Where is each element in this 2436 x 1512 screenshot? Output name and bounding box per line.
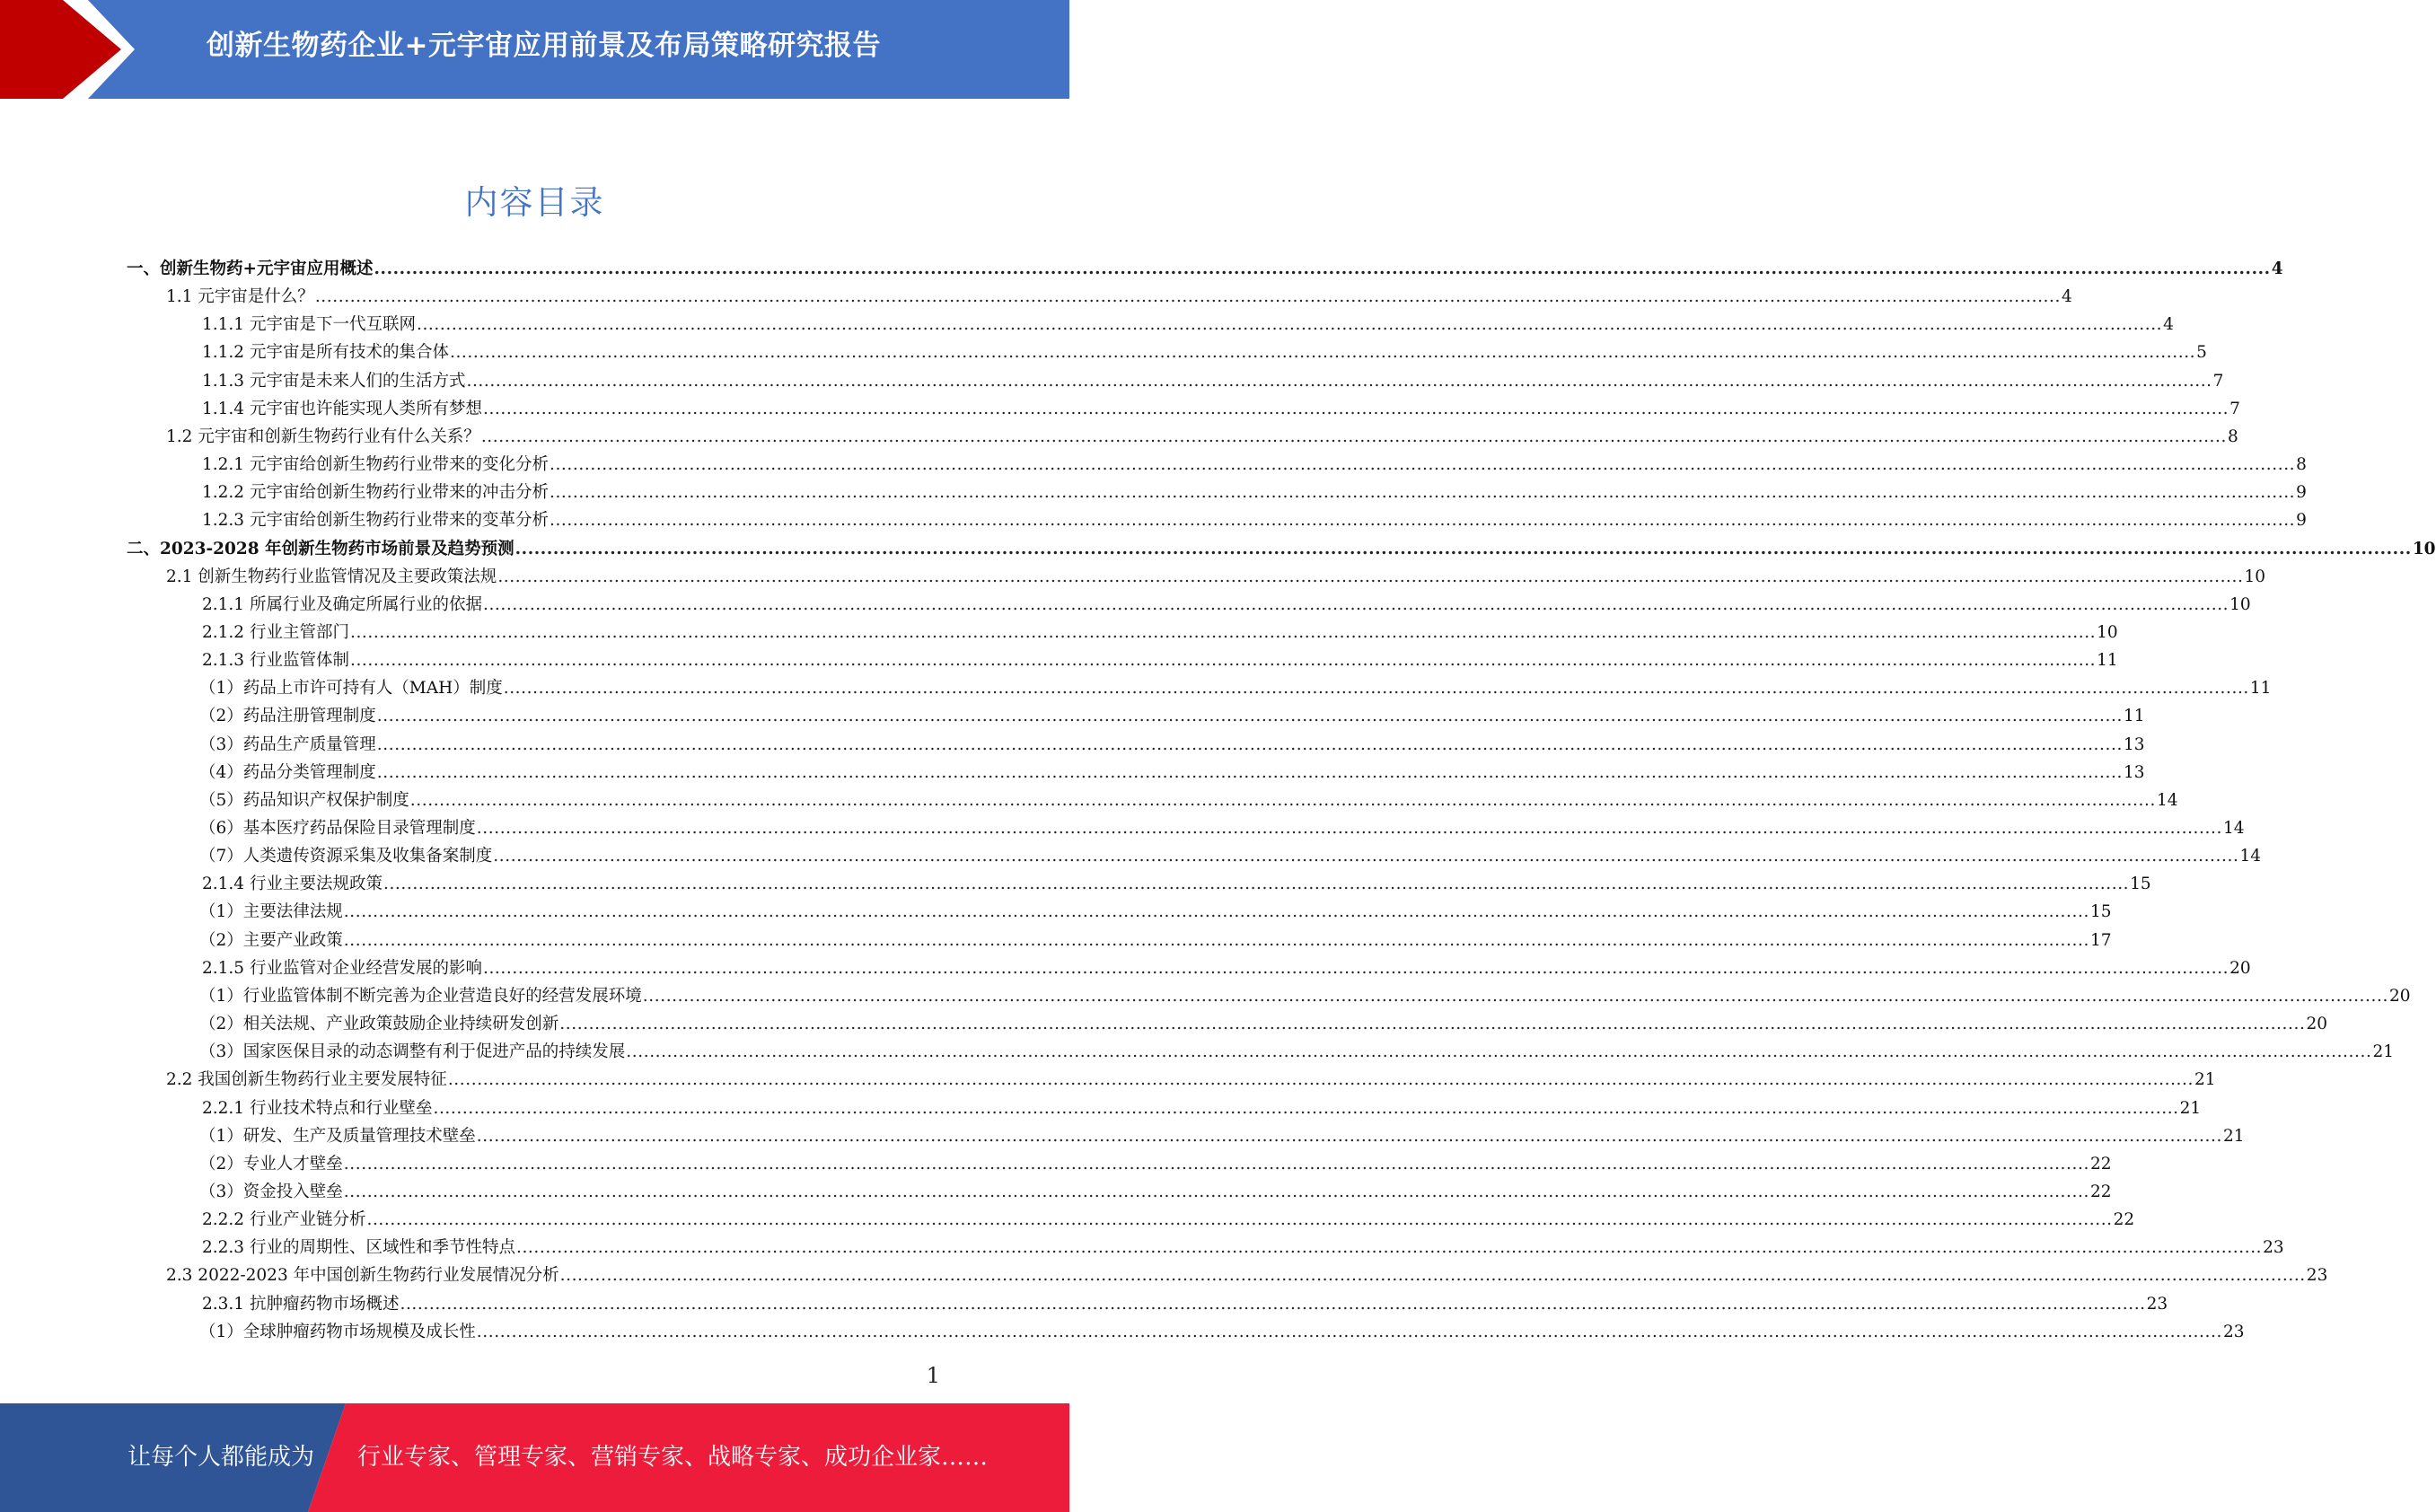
toc-dot-leader: ............................................................................................................................................................................................................................................................................................................: [449, 343, 2196, 363]
toc-entry-page: 21: [2222, 1126, 2245, 1146]
toc-entry-title: 2.1.5 行业监管对企业经营发展的影响: [202, 958, 482, 978]
toc-dot-leader: ............................................................................................................................................................................................................................................................................................................: [343, 902, 2089, 922]
toc-entry-page: 10: [2412, 539, 2436, 558]
toc-entry-page: 9: [2296, 483, 2307, 503]
toc-entry[interactable]: [166, 1261, 2328, 1289]
toc-entry-title: （3）国家医保目录的动态调整有利于促进产品的持续发展: [199, 1042, 626, 1062]
toc-dot-leader: ............................................................................................................................................................................................................................................................................................................: [480, 426, 2227, 446]
toc-entry-page: 21: [2372, 1042, 2395, 1062]
toc-dot-leader: ............................................................................................................................................................................................................................................................................................................: [400, 1294, 2146, 1314]
toc-entry-page: 10: [2244, 567, 2266, 586]
toc-entry-page: 8: [2228, 426, 2238, 446]
toc-entry-page: 13: [2123, 762, 2145, 782]
toc-dot-leader: ............................................................................................................................................................................................................................................................................................................: [493, 847, 2239, 866]
toc-entry-page: 9: [2296, 511, 2307, 531]
toc-entry[interactable]: [202, 954, 2251, 982]
toc-entry[interactable]: [199, 1010, 2328, 1038]
toc-entry-title: 1.1.1 元宇宙是下一代互联网: [202, 315, 416, 335]
toc-dot-leader: ............................................................................................................................................................................................................................................................................................................: [374, 259, 2271, 278]
toc-entry-page: 23: [2146, 1294, 2168, 1314]
toc-entry-page: 23: [2222, 1322, 2245, 1341]
toc-entry[interactable]: [199, 1122, 2245, 1150]
toc-dot-leader: ............................................................................................................................................................................................................................................................................................................: [383, 875, 2130, 894]
toc-dot-leader: ............................................................................................................................................................................................................................................................................................................: [376, 762, 2123, 782]
toc-dot-leader: ............................................................................................................................................................................................................................................................................................................: [559, 1015, 2306, 1034]
toc-entry-page: 8: [2296, 455, 2307, 475]
toc-dot-leader: ............................................................................................................................................................................................................................................................................................................: [476, 819, 2222, 838]
toc-entry-title: 2.2.2 行业产业链分析: [202, 1210, 366, 1230]
toc-entry[interactable]: [202, 451, 2307, 479]
toc-entry[interactable]: [202, 506, 2307, 534]
toc-entry[interactable]: [199, 702, 2145, 730]
toc-entry-page: 15: [2089, 902, 2112, 922]
toc-entry-title: （1）行业监管体制不断完善为企业营造良好的经营发展环境: [199, 986, 642, 1006]
toc-entry-page: 7: [2229, 399, 2240, 418]
toc-entry-title: 2.2.1 行业技术特点和行业壁垒: [202, 1098, 433, 1118]
toc-entry[interactable]: [202, 646, 2118, 674]
toc-entry-title: （5）药品知识产权保护制度: [199, 790, 409, 810]
toc-entry[interactable]: [166, 283, 2072, 311]
toc-entry-title: 1.2.2 元宇宙给创新生物药行业带来的冲击分析: [202, 483, 549, 503]
toc-entry[interactable]: [199, 674, 2272, 702]
toc-entry-title: （7）人类遗传资源采集及收集备案制度: [199, 847, 493, 866]
toc-dot-leader: ............................................................................................................................................................................................................................................................................................................: [433, 1098, 2179, 1118]
report-title: 创新生物药企业+元宇宙应用前景及布局策略研究报告: [207, 30, 881, 62]
toc-entry-page: 4: [2271, 259, 2283, 278]
toc-dot-leader: ............................................................................................................................................................................................................................................................................................................: [549, 483, 2296, 503]
toc-entry-page: 22: [2089, 1182, 2112, 1201]
toc-entry-title: 1.2.3 元宇宙给创新生物药行业带来的变革分析: [202, 511, 549, 531]
toc-entry-title: （3）药品生产质量管理: [199, 734, 376, 754]
toc-entry-title: 2.3 2022-2023 年中国创新生物药行业发展情况分析: [166, 1266, 559, 1286]
toc-entry-title: 2.2.3 行业的周期性、区域性和季节性特点: [202, 1238, 515, 1258]
toc-entry[interactable]: [166, 1066, 2216, 1094]
toc-entry-title: 2.1.1 所属行业及确定所属行业的依据: [202, 594, 482, 614]
toc-entry-title: 一、创新生物药+元宇宙应用概述: [127, 259, 374, 278]
toc-dot-leader: ............................................................................................................................................................................................................................................................................................................: [559, 1266, 2306, 1286]
toc-dot-leader: ............................................................................................................................................................................................................................................................................................................: [515, 1238, 2263, 1258]
toc-dot-leader: ............................................................................................................................................................................................................................................................................................................: [642, 986, 2388, 1006]
toc-entry-page: 10: [2097, 622, 2118, 642]
toc-entry-page: 20: [2306, 1015, 2328, 1034]
toc-entry[interactable]: [199, 982, 2411, 1010]
toc-entry-title: （2）专业人才壁垒: [199, 1154, 343, 1174]
toc-entry[interactable]: [199, 814, 2245, 842]
toc-entry[interactable]: [199, 1318, 2245, 1346]
toc-entry-title: （4）药品分类管理制度: [199, 762, 376, 782]
toc-entry[interactable]: [202, 591, 2251, 619]
toc-entry[interactable]: [166, 563, 2266, 591]
toc-entry[interactable]: [199, 842, 2262, 870]
toc-entry-page: 7: [2212, 371, 2224, 391]
toc-entry-page: 22: [2089, 1154, 2112, 1174]
toc-dot-leader: ............................................................................................................................................................................................................................................................................................................: [514, 539, 2412, 558]
toc-entry[interactable]: [199, 787, 2178, 814]
toc-entry-title: 2.1.3 行业监管体制: [202, 651, 349, 671]
toc-entry-page: 13: [2123, 734, 2145, 754]
toc-dot-leader: ............................................................................................................................................................................................................................................................................................................: [416, 315, 2163, 335]
toc-dot-leader: ............................................................................................................................................................................................................................................................................................................: [376, 734, 2123, 754]
toc-entry-title: （2）相关法规、产业政策鼓励企业持续研发创新: [199, 1015, 559, 1034]
toc-entry-title: （1）全球肿瘤药物市场规模及成长性: [199, 1322, 476, 1341]
toc-entry-title: 1.1 元宇宙是什么？: [166, 287, 314, 307]
toc-dot-leader: ............................................................................................................................................................................................................................................................................................................: [349, 622, 2097, 642]
toc-dot-leader: ............................................................................................................................................................................................................................................................................................................: [497, 567, 2244, 586]
toc-entry[interactable]: [202, 619, 2118, 646]
toc-dot-leader: ............................................................................................................................................................................................................................................................................................................: [482, 958, 2229, 978]
toc-entry[interactable]: [199, 927, 2112, 954]
toc-entry[interactable]: [202, 338, 2207, 366]
toc-dot-leader: ............................................................................................................................................................................................................................................................................................................: [549, 455, 2296, 475]
toc-entry-title: （3）资金投入壁垒: [199, 1182, 343, 1201]
toc-entry-page: 11: [2249, 679, 2272, 699]
toc-entry-title: （1）研发、生产及质量管理技术壁垒: [199, 1126, 476, 1146]
toc-dot-leader: ............................................................................................................................................................................................................................................................................................................: [549, 511, 2296, 531]
toc-entry-title: （2）主要产业政策: [199, 930, 343, 950]
toc-entry-title: 1.2.1 元宇宙给创新生物药行业带来的变化分析: [202, 455, 549, 475]
toc-entry[interactable]: [202, 1094, 2202, 1122]
toc-entry-title: 2.1.4 行业主要法规政策: [202, 875, 383, 894]
toc-dot-leader: ............................................................................................................................................................................................................................................................................................................: [447, 1070, 2194, 1090]
toc-entry[interactable]: [202, 479, 2307, 506]
toc-entry[interactable]: [202, 395, 2240, 423]
header-band: [0, 0, 1069, 99]
toc-entry-title: （2）药品注册管理制度: [199, 707, 376, 726]
footer-slogan-left: 让每个人都能成为: [128, 1444, 315, 1471]
toc-dot-leader: ............................................................................................................................................................................................................................................................................................................: [503, 679, 2249, 699]
toc-dot-leader: ............................................................................................................................................................................................................................................................................................................: [626, 1042, 2372, 1062]
toc-entry[interactable]: [199, 1038, 2395, 1066]
toc-entry-page: 22: [2113, 1210, 2135, 1230]
toc-entry[interactable]: [166, 423, 2238, 451]
toc-entry-title: 2.1.2 行业主管部门: [202, 622, 349, 642]
toc-entry[interactable]: [202, 1206, 2135, 1234]
toc-entry-page: 14: [2156, 790, 2178, 810]
toc-entry-page: 11: [2123, 707, 2145, 726]
toc-entry-page: 21: [2179, 1098, 2202, 1118]
toc-entry-title: 2.3.1 抗肿瘤药物市场概述: [202, 1294, 400, 1314]
toc-dot-leader: ............................................................................................................................................................................................................................................................................................................: [343, 930, 2089, 950]
toc-entry-title: （1）药品上市许可持有人（MAH）制度: [199, 679, 503, 699]
toc-entry-page: 4: [2062, 287, 2072, 307]
toc-entry-title: 2.1 创新生物药行业监管情况及主要政策法规: [166, 567, 497, 586]
toc-dot-leader: ............................................................................................................................................................................................................................................................................................................: [476, 1126, 2222, 1146]
toc-entry-page: 20: [2388, 986, 2411, 1006]
toc-dot-leader: ............................................................................................................................................................................................................................................................................................................: [314, 287, 2061, 307]
toc-entry-page: 14: [2222, 819, 2245, 838]
toc-heading: 内容目录: [464, 183, 605, 222]
toc-entry-page: 20: [2229, 958, 2251, 978]
toc-entry-page: 4: [2163, 315, 2174, 335]
toc-entry[interactable]: [202, 367, 2224, 395]
footer-slogan-right: 行业专家、管理专家、营销专家、战略专家、成功企业家……: [357, 1444, 989, 1471]
toc-entry[interactable]: [199, 1178, 2112, 1206]
toc-dot-leader: ............................................................................................................................................................................................................................................................................................................: [343, 1182, 2089, 1201]
toc-dot-leader: ............................................................................................................................................................................................................................................................................................................: [476, 1322, 2222, 1341]
toc-dot-leader: ............................................................................................................................................................................................................................................................................................................: [343, 1154, 2089, 1174]
footer-band: [0, 1403, 1069, 1512]
toc-entry-page: 23: [2263, 1238, 2284, 1258]
toc-entry-title: 1.1.4 元宇宙也许能实现人类所有梦想: [202, 399, 482, 418]
toc-entry-page: 10: [2229, 594, 2251, 614]
toc-dot-leader: ............................................................................................................................................................................................................................................................................................................: [349, 651, 2097, 671]
toc-entry[interactable]: [199, 898, 2112, 926]
toc-entry[interactable]: [127, 255, 2283, 283]
toc-entry-page: 11: [2097, 651, 2118, 671]
toc-entry[interactable]: [199, 759, 2145, 787]
toc-dot-leader: ............................................................................................................................................................................................................................................................................................................: [482, 594, 2229, 614]
toc-dot-leader: ............................................................................................................................................................................................................................................................................................................: [482, 399, 2229, 418]
toc-entry-title: （6）基本医疗药品保险目录管理制度: [199, 819, 476, 838]
toc-entry-title: 1.1.2 元宇宙是所有技术的集合体: [202, 343, 449, 363]
toc-entry-page: 21: [2194, 1070, 2216, 1090]
toc-entry-title: 二、2023-2028 年创新生物药市场前景及趋势预测: [127, 539, 514, 558]
toc-entry-page: 17: [2089, 930, 2112, 950]
toc-entry[interactable]: [202, 1234, 2284, 1261]
toc-entry[interactable]: [202, 1290, 2168, 1318]
toc-dot-leader: ............................................................................................................................................................................................................................................................................................................: [466, 371, 2212, 391]
toc-entry[interactable]: [202, 311, 2174, 338]
toc-entry-title: 1.2 元宇宙和创新生物药行业有什么关系？: [166, 426, 480, 446]
toc-entry-page: 23: [2306, 1266, 2328, 1286]
toc-entry-title: 1.1.3 元宇宙是未来人们的生活方式: [202, 371, 466, 391]
toc-entry[interactable]: [127, 535, 2436, 563]
page-number: 1: [926, 1363, 940, 1388]
toc-entry[interactable]: [202, 870, 2151, 898]
toc-dot-leader: ............................................................................................................................................................................................................................................................................................................: [409, 790, 2156, 810]
toc-dot-leader: ............................................................................................................................................................................................................................................................................................................: [376, 707, 2123, 726]
toc-entry-title: 2.2 我国创新生物药行业主要发展特征: [166, 1070, 447, 1090]
toc-entry-page: 15: [2130, 875, 2151, 894]
toc-entry-title: （1）主要法律法规: [199, 902, 343, 922]
toc-entry-page: 5: [2196, 343, 2207, 363]
toc-dot-leader: ............................................................................................................................................................................................................................................................................................................: [366, 1210, 2113, 1230]
toc-entry-page: 14: [2239, 847, 2262, 866]
toc-entry[interactable]: [199, 1150, 2112, 1178]
toc-entry[interactable]: [199, 731, 2145, 759]
